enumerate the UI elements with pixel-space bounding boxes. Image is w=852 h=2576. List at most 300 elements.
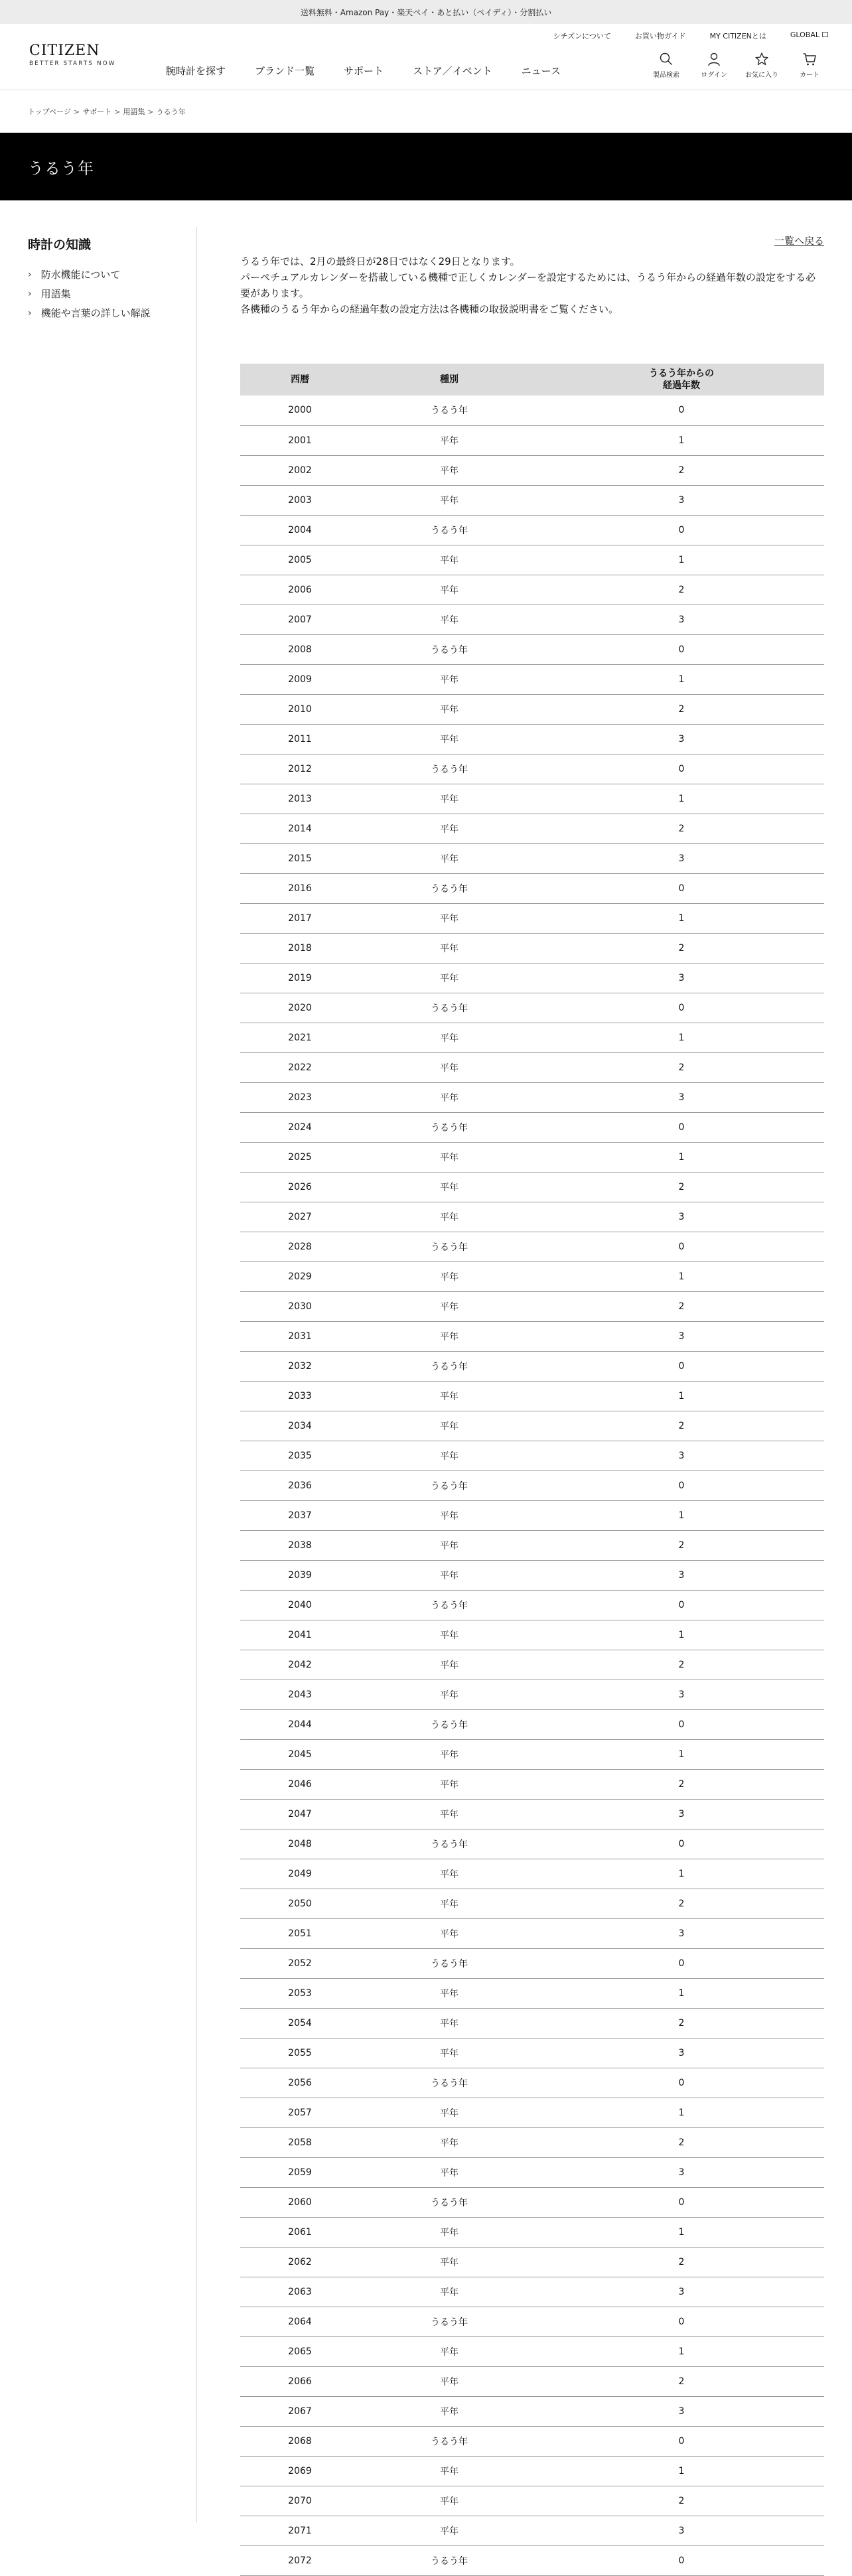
cell-years-since-leap: 2 bbox=[539, 1530, 824, 1560]
chevron-right-icon: › bbox=[28, 307, 32, 319]
cell-type: 平年 bbox=[360, 2336, 539, 2366]
cell-years-since-leap: 0 bbox=[539, 1709, 824, 1739]
cell-year: 2023 bbox=[240, 1082, 360, 1112]
cell-type: うるう年 bbox=[360, 2545, 539, 2575]
table-row bbox=[240, 2545, 824, 2575]
cell-year: 2025 bbox=[240, 1142, 360, 1172]
logo-tagline: BETTER STARTS NOW bbox=[29, 60, 116, 67]
cell-year: 2038 bbox=[240, 1530, 360, 1560]
table-row bbox=[240, 843, 824, 873]
login-button[interactable] bbox=[695, 52, 733, 79]
product-search-label: 製品検索 bbox=[653, 72, 679, 79]
cell-year: 2068 bbox=[240, 2426, 360, 2456]
cell-type: うるう年 bbox=[360, 993, 539, 1023]
cell-years-since-leap: 0 bbox=[539, 1232, 824, 1261]
cell-type: 平年 bbox=[360, 1142, 539, 1172]
cell-year: 2052 bbox=[240, 1948, 360, 1978]
cell-year: 2060 bbox=[240, 2187, 360, 2217]
breadcrumb-separator: > bbox=[114, 107, 121, 116]
table-row bbox=[240, 2187, 824, 2217]
cell-years-since-leap: 0 bbox=[539, 873, 824, 903]
table-row bbox=[240, 1321, 824, 1351]
cell-type: 平年 bbox=[360, 1441, 539, 1470]
cell-year: 2048 bbox=[240, 1829, 360, 1859]
cell-year: 2007 bbox=[240, 605, 360, 634]
cell-year: 2016 bbox=[240, 873, 360, 903]
cell-years-since-leap: 0 bbox=[539, 2545, 824, 2575]
cell-type: うるう年 bbox=[360, 1470, 539, 1500]
cell-type: 平年 bbox=[360, 724, 539, 754]
table-row bbox=[240, 2008, 824, 2038]
util-link-global[interactable] bbox=[790, 31, 828, 41]
table-row bbox=[240, 1411, 824, 1441]
cell-year: 2051 bbox=[240, 1918, 360, 1948]
cell-year: 2027 bbox=[240, 1202, 360, 1232]
cell-years-since-leap: 1 bbox=[539, 1739, 824, 1769]
cart-label: カート bbox=[800, 72, 819, 79]
cell-type: 平年 bbox=[360, 605, 539, 634]
cell-type: 平年 bbox=[360, 1620, 539, 1650]
cell-year: 2056 bbox=[240, 2068, 360, 2098]
breadcrumb-separator: > bbox=[147, 107, 154, 116]
cell-years-since-leap: 3 bbox=[539, 724, 824, 754]
table-row bbox=[240, 963, 824, 993]
cell-year: 2049 bbox=[240, 1859, 360, 1889]
sidebar-item-waterproof[interactable] bbox=[28, 265, 180, 284]
utility-nav bbox=[553, 31, 828, 41]
icon-nav bbox=[648, 52, 828, 79]
cart-button[interactable] bbox=[791, 52, 828, 79]
cell-year: 2040 bbox=[240, 1590, 360, 1620]
table-row bbox=[240, 2426, 824, 2456]
cell-year: 2037 bbox=[240, 1500, 360, 1530]
cell-years-since-leap: 0 bbox=[539, 2187, 824, 2217]
cell-years-since-leap: 1 bbox=[539, 784, 824, 814]
site-header bbox=[0, 24, 852, 90]
cell-years-since-leap: 3 bbox=[539, 1321, 824, 1351]
page-title: うるう年 bbox=[28, 159, 94, 178]
cell-year: 2028 bbox=[240, 1232, 360, 1261]
col-header-year: 西暦 bbox=[240, 364, 360, 395]
cell-year: 2001 bbox=[240, 425, 360, 455]
cell-years-since-leap: 2 bbox=[539, 2008, 824, 2038]
table-row bbox=[240, 2516, 824, 2545]
table-row bbox=[240, 1172, 824, 1202]
breadcrumb-support[interactable]: サポート bbox=[82, 107, 112, 116]
chevron-right-icon: › bbox=[28, 269, 32, 280]
util-link-shopping-guide[interactable]: お買い物ガイド bbox=[634, 32, 686, 40]
table-row bbox=[240, 395, 824, 425]
table-row bbox=[240, 933, 824, 963]
cell-years-since-leap: 1 bbox=[539, 2217, 824, 2247]
nav-support[interactable]: サポート bbox=[344, 65, 384, 77]
cell-type: 平年 bbox=[360, 694, 539, 724]
table-row bbox=[240, 1351, 824, 1381]
table-row bbox=[240, 2068, 824, 2098]
table-row bbox=[240, 1202, 824, 1232]
cell-year: 2006 bbox=[240, 575, 360, 605]
cell-year: 2045 bbox=[240, 1739, 360, 1769]
cell-type: 平年 bbox=[360, 903, 539, 933]
table-row bbox=[240, 1112, 824, 1142]
table-row bbox=[240, 515, 824, 545]
cell-year: 2009 bbox=[240, 664, 360, 694]
cell-years-since-leap: 1 bbox=[539, 2336, 824, 2366]
table-row bbox=[240, 1739, 824, 1769]
back-to-list-link[interactable]: 一覧へ戻る bbox=[774, 235, 824, 247]
cell-years-since-leap: 3 bbox=[539, 1202, 824, 1232]
cell-years-since-leap: 1 bbox=[539, 1261, 824, 1291]
cell-type: 平年 bbox=[360, 1381, 539, 1411]
table-row bbox=[240, 2307, 824, 2336]
intro-line: パーペチュアルカレンダーを搭載している機種で正しくカレンダーを設定するためには、うるう年からの経過年数の設定をする必要があります。 bbox=[240, 271, 816, 299]
product-search-button[interactable] bbox=[648, 52, 685, 79]
cell-years-since-leap: 0 bbox=[539, 1351, 824, 1381]
cell-year: 2034 bbox=[240, 1411, 360, 1441]
table-row bbox=[240, 545, 824, 575]
table-row bbox=[240, 1023, 824, 1052]
cell-type: うるう年 bbox=[360, 1948, 539, 1978]
cell-type: 平年 bbox=[360, 1650, 539, 1680]
cell-year: 2026 bbox=[240, 1172, 360, 1202]
table-row bbox=[240, 1829, 824, 1859]
util-link-about[interactable]: シチズンについて bbox=[553, 32, 611, 40]
cell-year: 2014 bbox=[240, 814, 360, 843]
cell-years-since-leap: 3 bbox=[539, 963, 824, 993]
table-row bbox=[240, 754, 824, 784]
cell-type: うるう年 bbox=[360, 515, 539, 545]
cell-years-since-leap: 1 bbox=[539, 1381, 824, 1411]
cell-years-since-leap: 3 bbox=[539, 2038, 824, 2068]
table-row bbox=[240, 1799, 824, 1829]
cell-years-since-leap: 1 bbox=[539, 545, 824, 575]
table-row bbox=[240, 1261, 824, 1291]
table-row bbox=[240, 1889, 824, 1918]
nav-find-watch[interactable]: 腕時計を探す bbox=[166, 65, 226, 77]
cell-years-since-leap: 1 bbox=[539, 664, 824, 694]
cell-type: うるう年 bbox=[360, 634, 539, 664]
cell-year: 2069 bbox=[240, 2456, 360, 2486]
chevron-right-icon: › bbox=[28, 288, 32, 299]
sidebar-title: 時計の知識 bbox=[28, 238, 92, 252]
cell-type: うるう年 bbox=[360, 1112, 539, 1142]
cell-type: うるう年 bbox=[360, 873, 539, 903]
cell-year: 2070 bbox=[240, 2486, 360, 2516]
cell-years-since-leap: 0 bbox=[539, 515, 824, 545]
table-row bbox=[240, 2157, 824, 2187]
cell-type: 平年 bbox=[360, 1261, 539, 1291]
table-row bbox=[240, 2396, 824, 2426]
leap-year-table bbox=[240, 364, 824, 2576]
cell-type: 平年 bbox=[360, 1082, 539, 1112]
col-header-years-since-leap-text: うるう年からの 経過年数 bbox=[649, 368, 714, 391]
cell-years-since-leap: 3 bbox=[539, 843, 824, 873]
cell-type: 平年 bbox=[360, 1411, 539, 1441]
cell-years-since-leap: 0 bbox=[539, 754, 824, 784]
cell-years-since-leap: 3 bbox=[539, 2157, 824, 2187]
cell-year: 2065 bbox=[240, 2336, 360, 2366]
sidebar-item-label: 機能や言葉の詳しい解説 bbox=[40, 307, 151, 319]
cell-type: 平年 bbox=[360, 2157, 539, 2187]
table-row bbox=[240, 2098, 824, 2127]
cell-years-since-leap: 0 bbox=[539, 634, 824, 664]
cell-years-since-leap: 2 bbox=[539, 2486, 824, 2516]
cell-year: 2063 bbox=[240, 2277, 360, 2307]
cell-year: 2013 bbox=[240, 784, 360, 814]
cell-type: 平年 bbox=[360, 1918, 539, 1948]
cell-type: うるう年 bbox=[360, 1232, 539, 1261]
col-header-type: 種別 bbox=[360, 364, 539, 395]
cell-years-since-leap: 3 bbox=[539, 1082, 824, 1112]
cell-year: 2003 bbox=[240, 485, 360, 515]
cell-type: 平年 bbox=[360, 1172, 539, 1202]
table-row bbox=[240, 1082, 824, 1112]
star-icon bbox=[754, 52, 769, 66]
table-row bbox=[240, 1769, 824, 1799]
table-header-row bbox=[240, 364, 824, 395]
cell-type: 平年 bbox=[360, 1530, 539, 1560]
cell-years-since-leap: 2 bbox=[539, 1889, 824, 1918]
table-row bbox=[240, 1709, 824, 1739]
table-row bbox=[240, 485, 824, 515]
cell-year: 2042 bbox=[240, 1650, 360, 1680]
table-row bbox=[240, 1948, 824, 1978]
table-row bbox=[240, 1620, 824, 1650]
cell-type: 平年 bbox=[360, 814, 539, 843]
cell-type: うるう年 bbox=[360, 2068, 539, 2098]
table-row bbox=[240, 455, 824, 485]
cell-years-since-leap: 3 bbox=[539, 485, 824, 515]
cell-years-since-leap: 1 bbox=[539, 1978, 824, 2008]
table-row bbox=[240, 2217, 824, 2247]
page-hero bbox=[0, 133, 852, 200]
nav-brands[interactable]: ブランド一覧 bbox=[255, 65, 315, 77]
cell-years-since-leap: 1 bbox=[539, 1023, 824, 1052]
cell-type: 平年 bbox=[360, 2366, 539, 2396]
cell-year: 2000 bbox=[240, 395, 360, 425]
sidebar-item-label: 用語集 bbox=[40, 288, 71, 300]
cell-years-since-leap: 3 bbox=[539, 1560, 824, 1590]
nav-stores-events[interactable]: ストア／イベント bbox=[413, 65, 492, 77]
table-row bbox=[240, 2366, 824, 2396]
cell-years-since-leap: 0 bbox=[539, 1470, 824, 1500]
cell-years-since-leap: 2 bbox=[539, 694, 824, 724]
cell-type: 平年 bbox=[360, 784, 539, 814]
cell-year: 2004 bbox=[240, 515, 360, 545]
table-row bbox=[240, 724, 824, 754]
sidebar-item-label: 防水機能について bbox=[40, 269, 121, 281]
user-icon bbox=[707, 52, 721, 66]
cell-type: うるう年 bbox=[360, 2307, 539, 2336]
breadcrumb-current: うるう年 bbox=[156, 107, 186, 116]
cell-year: 2021 bbox=[240, 1023, 360, 1052]
nav-news[interactable]: ニュース bbox=[521, 65, 561, 77]
logo-wordmark: CITIZEN bbox=[29, 42, 100, 59]
cell-years-since-leap: 2 bbox=[539, 1411, 824, 1441]
cell-years-since-leap: 1 bbox=[539, 2098, 824, 2127]
cell-type: 平年 bbox=[360, 664, 539, 694]
table-row bbox=[240, 1441, 824, 1470]
cell-type: 平年 bbox=[360, 1202, 539, 1232]
cell-type: うるう年 bbox=[360, 1709, 539, 1739]
cell-years-since-leap: 3 bbox=[539, 1441, 824, 1470]
cell-type: うるう年 bbox=[360, 754, 539, 784]
cell-year: 2057 bbox=[240, 2098, 360, 2127]
cell-type: 平年 bbox=[360, 1859, 539, 1889]
cell-type: 平年 bbox=[360, 1291, 539, 1321]
content-area bbox=[0, 200, 852, 2567]
table-row bbox=[240, 1232, 824, 1261]
cell-years-since-leap: 2 bbox=[539, 2127, 824, 2157]
table-row bbox=[240, 694, 824, 724]
cell-year: 2020 bbox=[240, 993, 360, 1023]
table-row bbox=[240, 605, 824, 634]
cell-years-since-leap: 2 bbox=[539, 455, 824, 485]
cell-years-since-leap: 0 bbox=[539, 2068, 824, 2098]
cell-year: 2067 bbox=[240, 2396, 360, 2426]
cell-year: 2033 bbox=[240, 1381, 360, 1411]
global-label: GLOBAL bbox=[790, 31, 819, 39]
table-row bbox=[240, 1530, 824, 1560]
citizen-logo[interactable] bbox=[29, 42, 135, 67]
table-row bbox=[240, 664, 824, 694]
cell-type: 平年 bbox=[360, 2098, 539, 2127]
table-row bbox=[240, 993, 824, 1023]
cell-year: 2010 bbox=[240, 694, 360, 724]
cell-year: 2059 bbox=[240, 2157, 360, 2187]
sidebar-item-detailed-explanations[interactable] bbox=[28, 303, 180, 322]
table-row bbox=[240, 1142, 824, 1172]
breadcrumb bbox=[0, 90, 852, 133]
cell-type: 平年 bbox=[360, 2038, 539, 2068]
cell-year: 2015 bbox=[240, 843, 360, 873]
cell-year: 2018 bbox=[240, 933, 360, 963]
cell-type: 平年 bbox=[360, 1978, 539, 2008]
sidebar-divider bbox=[196, 227, 197, 2523]
table-row bbox=[240, 2336, 824, 2366]
table-row bbox=[240, 2247, 824, 2277]
breadcrumb-separator: > bbox=[74, 107, 80, 116]
cell-years-since-leap: 2 bbox=[539, 933, 824, 963]
promo-bar bbox=[0, 0, 852, 24]
cell-years-since-leap: 3 bbox=[539, 2396, 824, 2426]
cell-year: 2035 bbox=[240, 1441, 360, 1470]
cell-type: 平年 bbox=[360, 1560, 539, 1590]
cell-type: 平年 bbox=[360, 933, 539, 963]
table-row bbox=[240, 2038, 824, 2068]
table-row bbox=[240, 2127, 824, 2157]
cell-type: 平年 bbox=[360, 1739, 539, 1769]
cell-type: 平年 bbox=[360, 2127, 539, 2157]
table-row bbox=[240, 1291, 824, 1321]
cell-years-since-leap: 2 bbox=[539, 1650, 824, 1680]
cell-year: 2043 bbox=[240, 1680, 360, 1709]
cell-years-since-leap: 1 bbox=[539, 2456, 824, 2486]
breadcrumb-top[interactable]: トップページ bbox=[28, 107, 72, 116]
table-row bbox=[240, 1978, 824, 2008]
cell-type: 平年 bbox=[360, 2486, 539, 2516]
cell-year: 2054 bbox=[240, 2008, 360, 2038]
intro-line: うるう年では、2月の最終日が28日ではなく29日となります。 bbox=[240, 255, 520, 267]
cell-years-since-leap: 0 bbox=[539, 993, 824, 1023]
cell-year: 2050 bbox=[240, 1889, 360, 1918]
cell-year: 2019 bbox=[240, 963, 360, 993]
sidebar-item-glossary[interactable] bbox=[28, 284, 180, 303]
table-row bbox=[240, 2486, 824, 2516]
cell-type: 平年 bbox=[360, 1023, 539, 1052]
cell-years-since-leap: 2 bbox=[539, 575, 824, 605]
table-row bbox=[240, 2456, 824, 2486]
cell-years-since-leap: 2 bbox=[539, 1172, 824, 1202]
cell-type: 平年 bbox=[360, 1321, 539, 1351]
table-row bbox=[240, 814, 824, 843]
cell-years-since-leap: 0 bbox=[539, 1948, 824, 1978]
cell-years-since-leap: 2 bbox=[539, 814, 824, 843]
cell-year: 2032 bbox=[240, 1351, 360, 1381]
cell-years-since-leap: 1 bbox=[539, 1859, 824, 1889]
sidebar bbox=[28, 235, 180, 322]
cell-years-since-leap: 2 bbox=[539, 2247, 824, 2277]
cell-type: うるう年 bbox=[360, 1351, 539, 1381]
cell-years-since-leap: 3 bbox=[539, 1918, 824, 1948]
cell-type: 平年 bbox=[360, 455, 539, 485]
cell-years-since-leap: 0 bbox=[539, 1829, 824, 1859]
favorites-button[interactable] bbox=[743, 52, 780, 79]
cell-type: 平年 bbox=[360, 1799, 539, 1829]
cell-years-since-leap: 0 bbox=[539, 395, 824, 425]
table-row bbox=[240, 1650, 824, 1680]
cell-type: 平年 bbox=[360, 485, 539, 515]
breadcrumb-glossary[interactable]: 用語集 bbox=[123, 107, 145, 116]
cell-type: 平年 bbox=[360, 1769, 539, 1799]
table-row bbox=[240, 1500, 824, 1530]
cell-type: 平年 bbox=[360, 545, 539, 575]
cell-year: 2044 bbox=[240, 1709, 360, 1739]
cell-type: 平年 bbox=[360, 425, 539, 455]
cell-year: 2012 bbox=[240, 754, 360, 784]
cell-type: 平年 bbox=[360, 843, 539, 873]
util-link-my-citizen[interactable]: MY CITIZENとは bbox=[709, 32, 766, 40]
cell-years-since-leap: 0 bbox=[539, 1112, 824, 1142]
cell-years-since-leap: 3 bbox=[539, 2277, 824, 2307]
cell-year: 2030 bbox=[240, 1291, 360, 1321]
table-row bbox=[240, 1381, 824, 1411]
intro-text bbox=[240, 253, 824, 317]
cell-years-since-leap: 1 bbox=[539, 1500, 824, 1530]
cell-type: うるう年 bbox=[360, 395, 539, 425]
cell-type: 平年 bbox=[360, 2456, 539, 2486]
cell-type: うるう年 bbox=[360, 2187, 539, 2217]
cell-year: 2005 bbox=[240, 545, 360, 575]
main-nav bbox=[166, 64, 561, 78]
cell-year: 2031 bbox=[240, 1321, 360, 1351]
sidebar-list bbox=[28, 265, 180, 322]
cell-year: 2061 bbox=[240, 2217, 360, 2247]
table-body bbox=[240, 395, 824, 2575]
cell-year: 2022 bbox=[240, 1052, 360, 1082]
table-row bbox=[240, 425, 824, 455]
cell-type: 平年 bbox=[360, 1889, 539, 1918]
intro-line: 各機種のうるう年からの経過年数の設定方法は各機種の取扱説明書をご覧ください。 bbox=[240, 303, 619, 315]
cell-year: 2024 bbox=[240, 1112, 360, 1142]
cell-year: 2002 bbox=[240, 455, 360, 485]
table-row bbox=[240, 2277, 824, 2307]
cell-type: うるう年 bbox=[360, 2426, 539, 2456]
cell-years-since-leap: 2 bbox=[539, 1769, 824, 1799]
cell-years-since-leap: 0 bbox=[539, 2426, 824, 2456]
cell-year: 2008 bbox=[240, 634, 360, 664]
cell-year: 2047 bbox=[240, 1799, 360, 1829]
